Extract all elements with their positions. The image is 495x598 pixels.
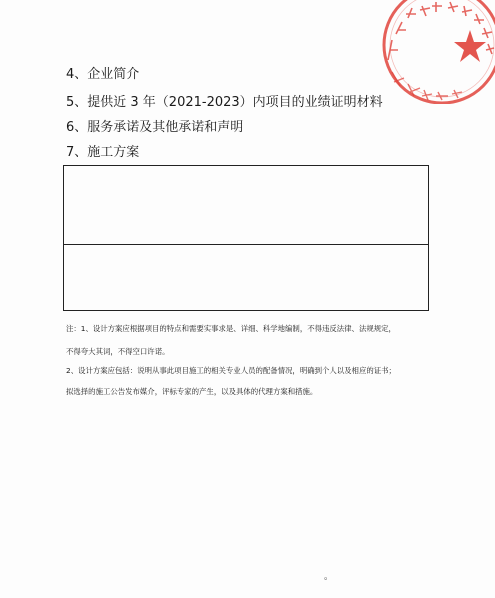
note-line-4: 拟选择的施工公告发布媒介，评标专家的产生，以及具体的代理方案和措施。: [66, 387, 318, 396]
section-company-profile: 4、企业简介: [66, 67, 140, 82]
note-line-3: 2、设计方案应包括：说明从事此项目施工的相关专业人员的配备情况，明确到个人以及相应的证书；: [66, 366, 396, 375]
construction-plan-box: [63, 165, 429, 311]
footer-mark: 。: [324, 572, 334, 582]
note-line-1: 注：1、设计方案应根据项目的特点和需要实事求是、详细、科学地编制，不得违反法律、法规规定，: [66, 324, 396, 333]
section-performance-proof: 5、提供近 3 年（2021-2023）内项目的业绩证明材料: [66, 95, 383, 110]
star-icon: [454, 30, 486, 62]
section-service-commitment: 6、服务承诺及其他承诺和声明: [66, 120, 244, 135]
section-construction-plan: 7、施工方案: [66, 145, 140, 160]
note-line-2: 不得夸大其词，不得空口许诺。: [66, 347, 170, 356]
official-seal: [370, 0, 495, 104]
box-divider: [64, 244, 428, 245]
seal-graphic: [370, 0, 495, 104]
